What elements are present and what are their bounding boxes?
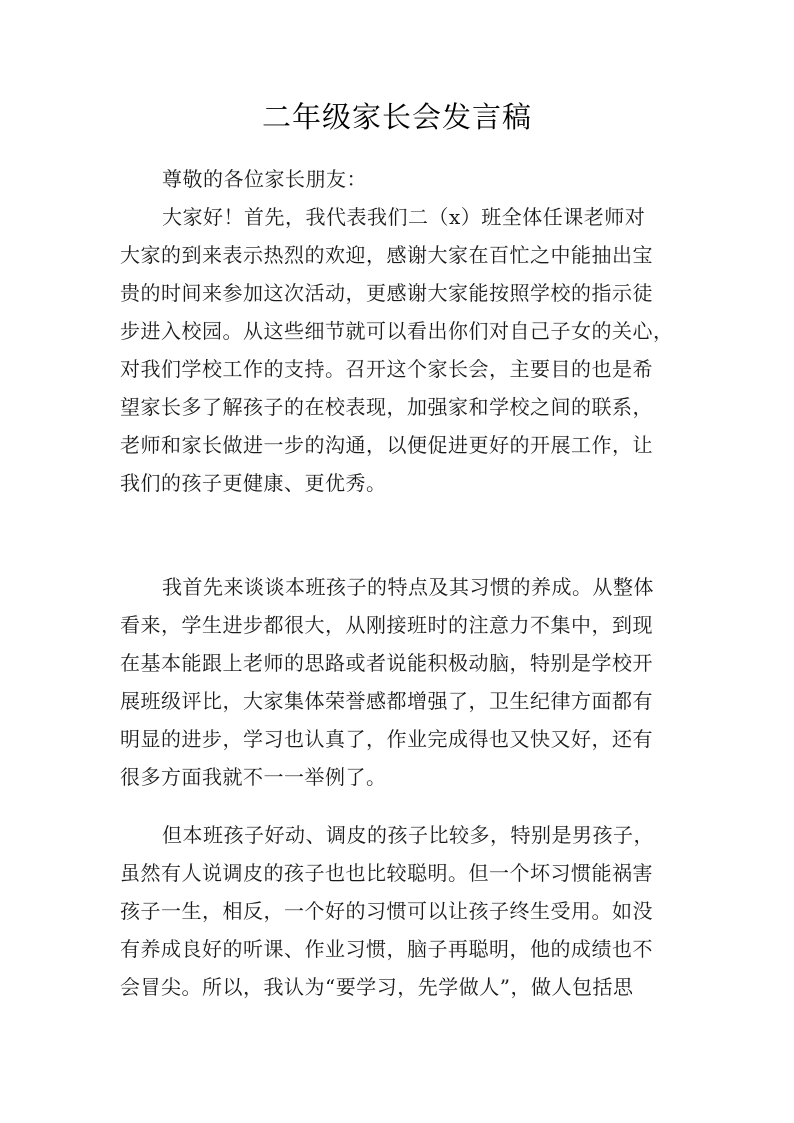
paragraph-line: 大家好！首先，我代表我们二（x）班全体任课老师对 (162, 205, 646, 229)
paragraph-2 (120, 568, 680, 796)
paragraph-line: 看来，学生进步都很大，从刚接班时的注意力不集中，到现 (120, 613, 653, 637)
document-title: 二年级家长会发言稿 (261, 100, 532, 134)
paragraph-line: 步进入校园。从这些细节就可以看出你们对自己子女的关心， (120, 319, 674, 343)
paragraph-line: 但本班孩子好动、调皮的孩子比较多，特别是男孩子， (162, 823, 654, 847)
greeting-line: 尊敬的各位家长朋友： (162, 167, 367, 191)
paragraph-line: 对我们学校工作的支持。召开这个家长会，主要目的也是希 (120, 357, 653, 381)
paragraph-line: 贵的时间来参加这次活动，更感谢大家能按照学校的指示徒 (120, 281, 653, 305)
paragraph-line: 大家的到来表示热烈的欢迎，感谢大家在百忙之中能抽出宝 (120, 243, 653, 267)
paragraph-line: 虽然有人说调皮的孩子也也比较聪明。但一个坏习惯能祸害 (120, 861, 653, 885)
paragraph-line: 我们的孩子更健康、更优秀。 (120, 471, 387, 495)
paragraph-3 (120, 816, 680, 1006)
paragraph-line: 明显的进步，学习也认真了，作业完成得也又快又好，还有 (120, 727, 653, 751)
greeting-block (120, 160, 680, 198)
paragraph-line: 会冒尖。所以，我认为“要学习，先学做人”，做人包括思 (120, 975, 634, 999)
paragraph-line: 孩子一生，相反，一个好的习惯可以让孩子终生受用。如没 (120, 899, 653, 923)
paragraph-line: 有养成良好的听课、作业习惯，脑子再聪明，他的成绩也不 (120, 937, 653, 961)
paragraph-line: 在基本能跟上老师的思路或者说能积极动脑，特别是学校开 (120, 651, 653, 675)
paragraph-1 (120, 198, 680, 502)
paragraph-line: 老师和家长做进一步的沟通，以便促进更好的开展工作，让 (120, 433, 653, 457)
paragraph-line: 我首先来谈谈本班孩子的特点及其习惯的养成。从整体 (162, 575, 654, 599)
paragraph-line: 很多方面我就不一一举例了。 (120, 765, 387, 789)
paragraph-line: 望家长多了解孩子的在校表现，加强家和学校之间的联系， (120, 395, 653, 419)
paragraph-line: 展班级评比，大家集体荣誉感都增强了，卫生纪律方面都有 (120, 689, 653, 713)
